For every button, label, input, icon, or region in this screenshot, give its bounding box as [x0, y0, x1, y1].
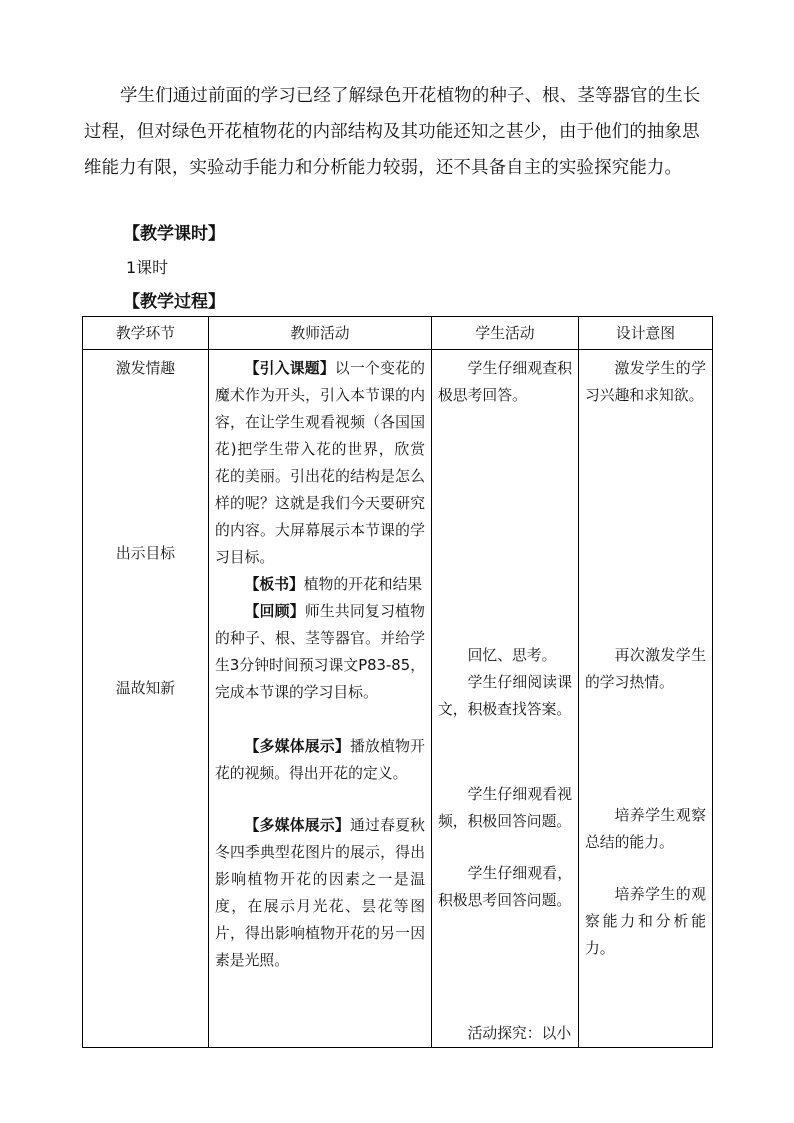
header-design: 设计意图 [579, 317, 713, 350]
process-heading: 【教学过程】 [123, 292, 225, 312]
teacher-activity: 【多媒体展示】播放植物开花的视频。得出开花的定义。 [215, 738, 425, 782]
stage-label: 激发情趣 [115, 360, 176, 377]
stage-label: 温故知新 [115, 680, 176, 697]
teacher-activity: 【引入课题】以一个变花的魔术作为开头，引入本节课的内容，在让学生观看视频（各国国花)把学生带入花的世界，欣赏花的美丽。引出花的结构是怎么样的呢？这就是我们今天要研究的内容。大屏幕展示本节课的学习目标。 [215, 360, 425, 566]
student-activity: 学生仔细阅读课文，积极查找答案。 [438, 674, 572, 718]
design-intent: 培养学生的观察能力和分析能力。 [585, 886, 706, 957]
student-activity: 学生仔细观查积极思考回答。 [438, 360, 572, 404]
header-stage: 教学环节 [83, 317, 209, 350]
student-column [432, 350, 579, 1048]
teacher-activity: 【回顾】师生共同复习植物的种子、根、茎等器官。并给学生3分钟时间预习课文P83-85，完成本节课的学习目标。 [215, 603, 425, 701]
teaching-process-table [82, 316, 713, 1048]
teacher-column [209, 350, 432, 1048]
student-activity: 活动探究：以小 [467, 1025, 572, 1042]
design-intent: 培养学生观察总结的能力。 [585, 807, 706, 851]
student-activity: 回忆、思考。 [467, 647, 557, 664]
student-activity: 学生仔细观看，积极思考回答问题。 [438, 865, 572, 909]
stage-label: 出示目标 [115, 545, 176, 562]
design-intent: 再次激发学生的学习热情。 [585, 647, 706, 691]
teacher-activity: 【多媒体展示】通过春夏秋冬四季典型花图片的展示，得出影响植物开花的因素之一是温度，在展示月光花、昙花等图片，得出影响植物开花的另一因素是光照。 [215, 817, 425, 969]
hours-heading: 【教学课时】 [123, 224, 225, 244]
header-teacher: 教师活动 [209, 317, 432, 350]
header-student: 学生活动 [432, 317, 579, 350]
teacher-activity: 【板书】植物的开花和结果 [244, 576, 423, 593]
hours-value: 1课时 [126, 258, 169, 277]
table-header-row [83, 317, 713, 350]
student-activity: 学生仔细观看视频，积极回答问题。 [438, 786, 572, 830]
design-intent: 激发学生的学习兴趣和求知欲。 [585, 360, 706, 404]
table-body-row [83, 350, 713, 1048]
stage-column [83, 350, 209, 1048]
intro-paragraph: 学生们通过前面的学习已经了解绿色开花植物的种子、根、茎等器官的生长过程，但对绿色开花植物花的内部结构及其功能还知之甚少，由于他们的抽象思维能力有限，实验动手能力和分析能力较弱，还不具备自主的实验探究能力。 [84, 86, 701, 178]
design-column [579, 350, 713, 1048]
